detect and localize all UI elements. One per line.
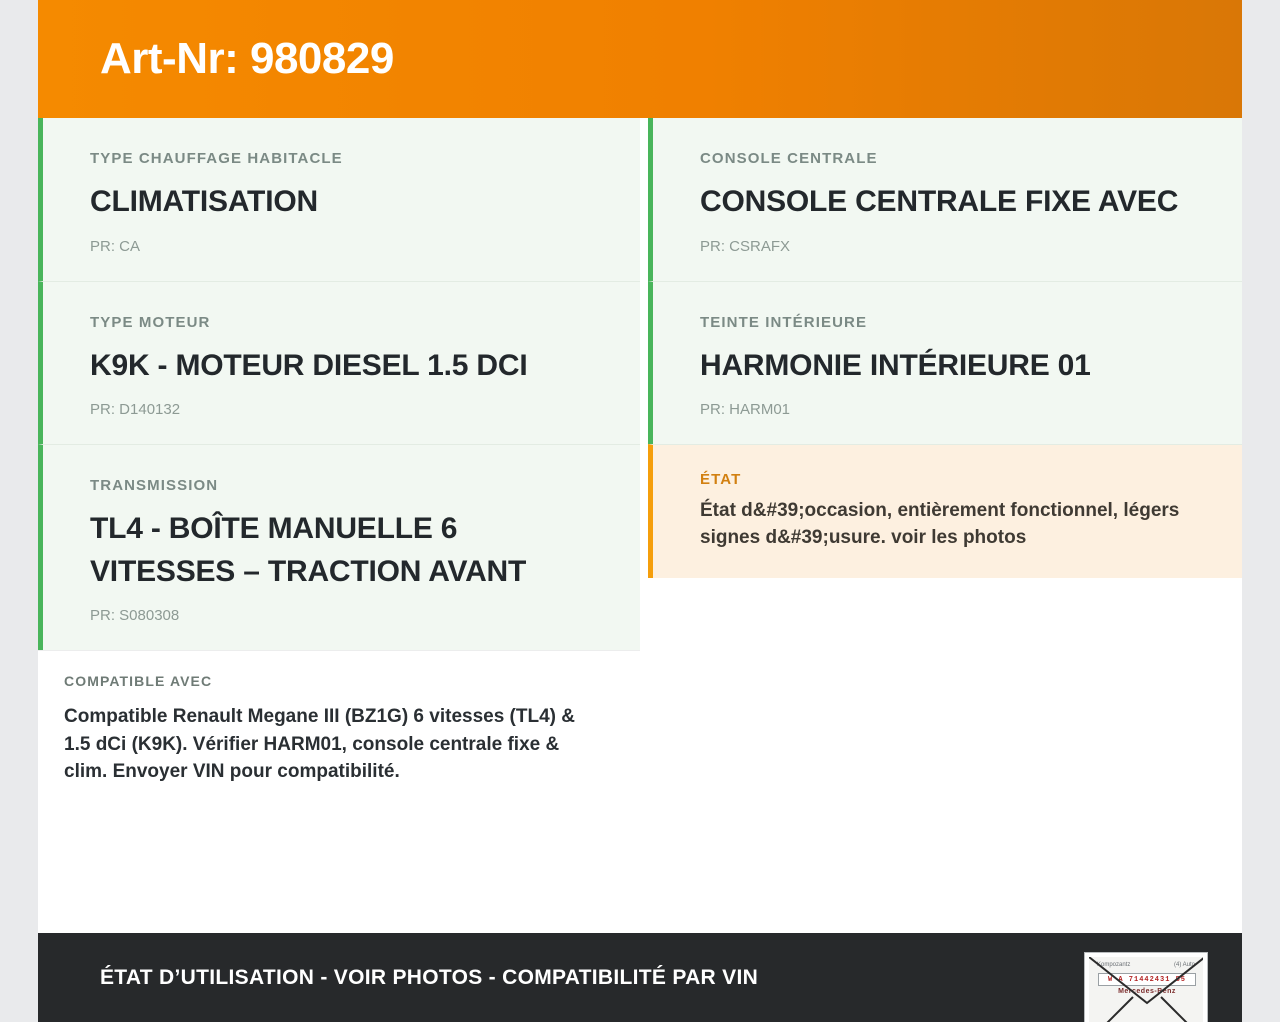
- listing-sheet: [38, 0, 1242, 1022]
- spec-pr-code: PR: D140132: [90, 401, 181, 419]
- spec-label: CONSOLE CENTRALE: [700, 150, 878, 167]
- spec-pr-code: PR: CSRAFX: [700, 237, 791, 255]
- spec-pr-code: PR: S080308: [90, 607, 180, 625]
- spec-value: K9K - MOTEUR DIESEL 1.5 DCI: [90, 348, 528, 382]
- spec-card: [648, 118, 1242, 281]
- spec-value: TL4 - BOÎTE MANUELLE 6 VITESSES – TRACTION AVANT: [90, 512, 527, 588]
- column-divider: [640, 118, 648, 933]
- condition-label: ÉTAT: [700, 471, 742, 489]
- spec-label: TEINTE INTÉRIEURE: [700, 313, 868, 331]
- spec-column-left: [38, 118, 640, 811]
- spec-pr-code: PR: HARM01: [700, 401, 791, 419]
- spec-value: CONSOLE CENTRALE FIXE AVEC: [700, 185, 1179, 218]
- spec-value: HARMONIE INTÉRIEURE 01: [700, 348, 1091, 382]
- spec-card: [38, 281, 640, 445]
- vehicle-plate-thumbnail[interactable]: [1084, 952, 1208, 1022]
- compatibility-block: [38, 650, 640, 811]
- plate-image: [1089, 957, 1203, 1022]
- spec-label: TYPE CHAUFFAGE HABITACLE: [90, 150, 343, 167]
- page-title: Art-Nr: 980829: [100, 34, 394, 83]
- spec-pr-code: PR: CA: [90, 237, 141, 255]
- spec-value: CLIMATISATION: [90, 185, 318, 218]
- condition-text: État d&#39;occasion, entièrement fonctionnel, légers signes d&#39;usure. voir les photos: [700, 500, 1180, 549]
- compatibility-label: COMPATIBLE AVEC: [64, 673, 213, 690]
- spec-card: [38, 118, 640, 281]
- footer-bar: [38, 933, 1242, 1022]
- plate-brand-text: Mercedes-Benz: [1118, 988, 1176, 995]
- header-banner: [38, 0, 1242, 118]
- spec-label: TYPE MOTEUR: [90, 313, 211, 331]
- plate-top-left-text: Kompozantz: [1097, 962, 1131, 968]
- spec-grid: [38, 118, 1242, 933]
- spec-card: [38, 444, 640, 650]
- spec-column-right: [648, 118, 1242, 578]
- condition-card: [648, 444, 1242, 578]
- compatibility-text: Compatible Renault Megane III (BZ1G) 6 vitesses (TL4) & 1.5 dCi (K9K). Vérifier HARM01, console centrale fixe & clim. Envoyer VIN pour compatibilité.: [64, 706, 575, 783]
- spec-card: [648, 281, 1242, 445]
- footer-text: ÉTAT D’UTILISATION - VOIR PHOTOS - COMPATIBILITÉ PAR VIN: [100, 965, 759, 989]
- plate-top-right-text: (4) Auto: [1173, 962, 1195, 968]
- plate-number: W A 71442431 55: [1098, 973, 1196, 986]
- spec-label: TRANSMISSION: [90, 477, 219, 495]
